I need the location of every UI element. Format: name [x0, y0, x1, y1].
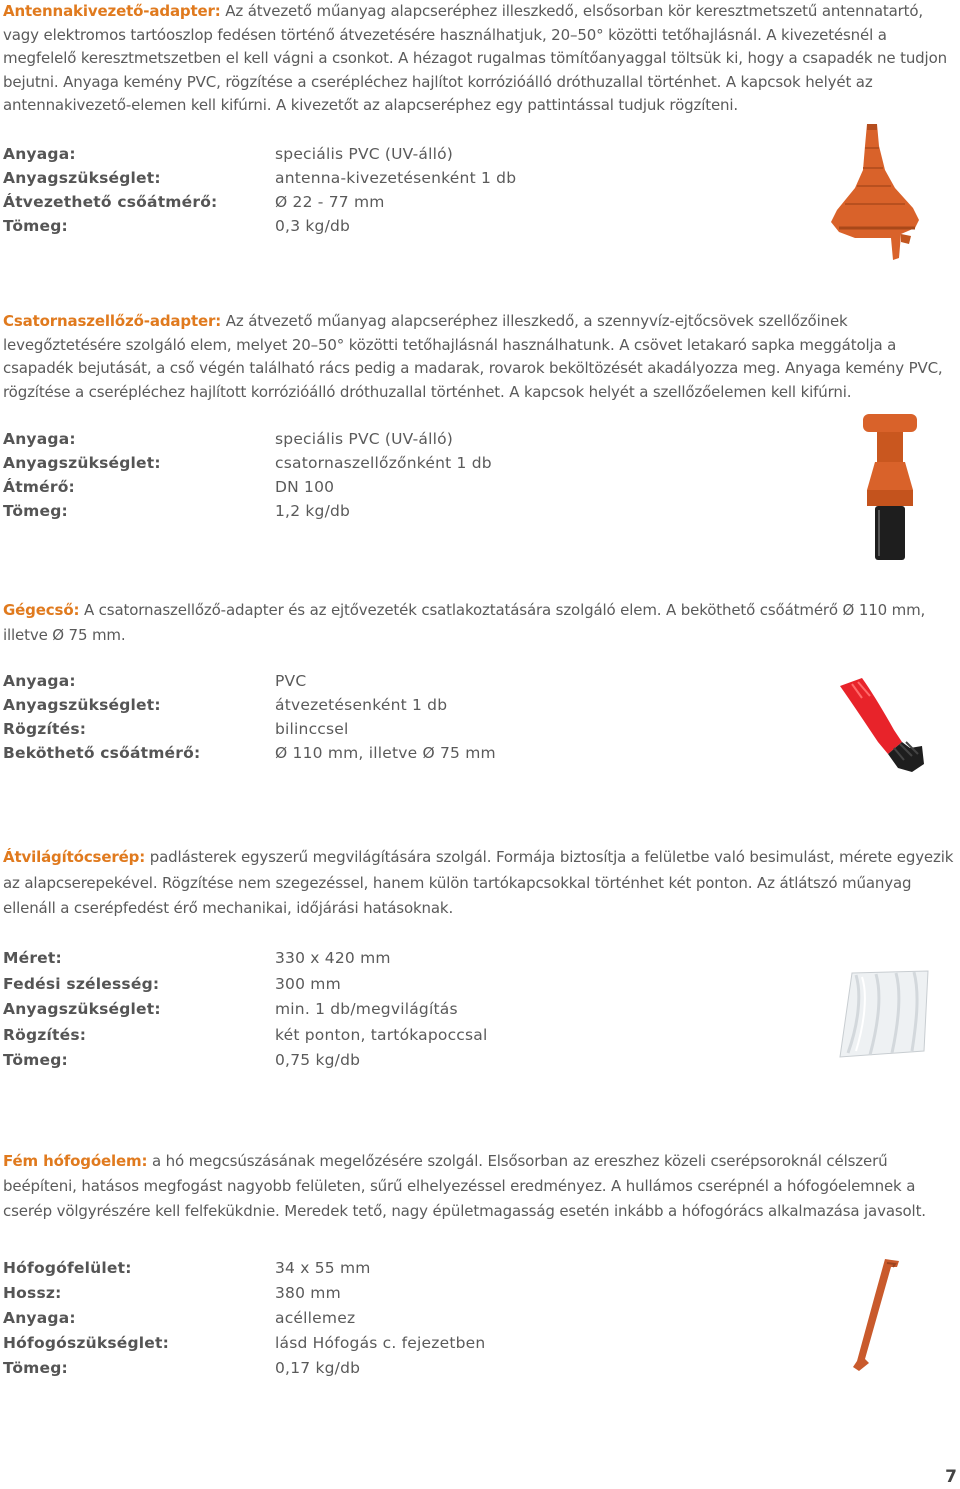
- spec-label: Átmérő:: [3, 478, 75, 496]
- spec-label: Tömeg:: [3, 1051, 68, 1069]
- spec-label: Anyaga:: [3, 145, 76, 163]
- section-skylight-tile: [3, 845, 955, 1069]
- spec-label: Anyagszükséglet:: [3, 454, 161, 472]
- spec-label: Anyagszükséglet:: [3, 169, 161, 187]
- spec-value: 34 x 55 mm: [275, 1259, 371, 1277]
- spec-label: Anyaga:: [3, 430, 76, 448]
- spec-label: Tömeg:: [3, 1359, 68, 1377]
- spec-label: Anyaga:: [3, 672, 76, 690]
- spec-label: Hófogófelület:: [3, 1259, 132, 1277]
- section-text: Az átvezető műanyag alapcseréphez illeszkedő, a szennyvíz-ejtőcsövek szellőzőinek levegőztetésére szolgáló elem, melyet 20–50° közötti tetőhajlásnál használhatunk. A csövet letakaró sapka meggátolja a csapadék bejutását, a cső végén található rács pedig a madarak, rovarok beköltözését akadályozza meg. Anyaga kemény PVC, rögzítése a cserépléchez hajlított korrózióálló dróthuzallal történhet. A kapcsok helyét a szellőzőelemen kell kifúrni.: [3, 312, 943, 401]
- spec-label: Anyaga:: [3, 1309, 76, 1327]
- section-snow-guard: [3, 1149, 955, 1377]
- spec-label: Méret:: [3, 949, 62, 967]
- spec-label: Anyagszükséglet:: [3, 1000, 161, 1018]
- page-number: 7: [945, 1467, 957, 1487]
- spec-value: 0,75 kg/db: [275, 1051, 361, 1069]
- section-title: Fém hófogóelem:: [3, 1152, 148, 1170]
- section-description: [3, 598, 955, 648]
- spec-label: Hossz:: [3, 1284, 62, 1302]
- spec-value: 1,2 kg/db: [275, 502, 351, 520]
- spec-value: Ø 22 - 77 mm: [275, 193, 385, 211]
- spec-value: átvezetésenként 1 db: [275, 696, 448, 714]
- spec-value: két ponton, tartókapoccsal: [275, 1025, 488, 1044]
- spec-value: 300 mm: [275, 974, 341, 993]
- spec-value: DN 100: [275, 478, 335, 496]
- section-title: Antennakivezető-adapter:: [3, 2, 221, 20]
- section-text: Az átvezető műanyag alapcseréphez illeszkedő, elsősorban kör keresztmetszetű antennatartó, vagy elektromos tartóoszlop fedésen történő átvezetésére használhatjuk, 20–50° közötti tetőhajlásnál. A kivezetésnél a megfelelő keresztmetszetben el kell vágni a csonkot. A hézagot rugalmas tömítőanyaggal töltsük ki, hogy a csapadék ne tudjon bejutni. Anyaga kemény PVC, rögzítése a cserépléchez hajlítot korrózióálló dróthuzallal történhet. A kapcsok helyét az antennakivezető-elemen kell kifúrni. A kivezetőt az alapcseréphez egy pattintással tudjuk rögzíteni.: [3, 2, 947, 114]
- spec-label: Beköthető csőátmérő:: [3, 744, 201, 762]
- section-title: Gégecső:: [3, 601, 80, 619]
- spec-value: 380 mm: [275, 1284, 341, 1302]
- section-title: Átvilágítócserép:: [3, 848, 146, 866]
- spec-value: PVC: [275, 672, 307, 690]
- vent-adapter-image: [855, 410, 925, 565]
- spec-value: antenna-kivezetésenként 1 db: [275, 169, 517, 187]
- spec-label: Átvezethető csőátmérő:: [3, 193, 218, 211]
- spec-value: Ø 110 mm, illetve Ø 75 mm: [275, 744, 496, 762]
- section-description: [3, 1149, 955, 1224]
- section-description: [3, 0, 955, 118]
- section-antenna-adapter: [3, 0, 955, 235]
- spec-value: min. 1 db/megvilágítás: [275, 1000, 458, 1018]
- section-vent-adapter: [3, 310, 955, 520]
- section-corrugated-pipe: [3, 598, 955, 762]
- spec-value: lásd Hófogás c. fejezetben: [275, 1334, 486, 1352]
- section-description: [3, 845, 955, 922]
- spec-label: Anyagszükséglet:: [3, 696, 161, 714]
- spec-value: 0,17 kg/db: [275, 1359, 361, 1377]
- spec-label: Rögzítés:: [3, 1025, 87, 1044]
- skylight-tile-image: [832, 965, 932, 1065]
- spec-label: Tömeg:: [3, 502, 68, 520]
- section-text: a hó megcsúszásának megelőzésére szolgál. Elsősorban az ereszhez közeli cserépsoroknál célszerű beépíteni, hatásos megfogást nagyobb felületen, sűrű elhelyezéssel eredményez. A hullámos cserépnél a hófogóelemnek a cserép völgyrészére kell felfekükdnie. Meredek tető, nagy épületmagasság esetén inkább a hófogórács alkalmazása javasolt.: [3, 1152, 926, 1220]
- spec-label: Hófogószükséglet:: [3, 1334, 170, 1352]
- spec-value: speciális PVC (UV-álló): [275, 430, 454, 448]
- spec-value: acéllemez: [275, 1309, 356, 1327]
- section-title: Csatornaszellőző-adapter:: [3, 312, 222, 330]
- spec-label: Rögzítés:: [3, 720, 87, 738]
- spec-label: Fedési szélesség:: [3, 974, 160, 993]
- spec-value: 330 x 420 mm: [275, 949, 391, 967]
- spec-value: csatornaszellőzőnként 1 db: [275, 454, 492, 472]
- section-text: padlásterek egyszerű megvilágítására szolgál. Formája biztosítja a felületbe való besimulást, mérete egyezik az alapcserepekével. Rögzítése nem szegezéssel, hanem külön tartókapcsokkal történhet két ponton. Az átlátszó műanyag ellenáll a cserépfedést érő mechanikai, időjárási hatásoknak.: [3, 848, 954, 917]
- section-description: [3, 310, 955, 404]
- antenna-adapter-image: [815, 118, 935, 268]
- spec-value: bilinccsel: [275, 720, 349, 738]
- section-text: A csatornaszellőző-adapter és az ejtővezeték csatlakoztatására szolgáló elem. A beköthető csőátmérő Ø 110 mm, illetve Ø 75 mm.: [3, 601, 926, 644]
- spec-value: speciális PVC (UV-álló): [275, 145, 454, 163]
- snow-guard-image: [845, 1255, 905, 1375]
- spec-label: Tömeg:: [3, 217, 68, 235]
- spec-value: 0,3 kg/db: [275, 217, 351, 235]
- corrugated-pipe-image: [832, 672, 932, 782]
